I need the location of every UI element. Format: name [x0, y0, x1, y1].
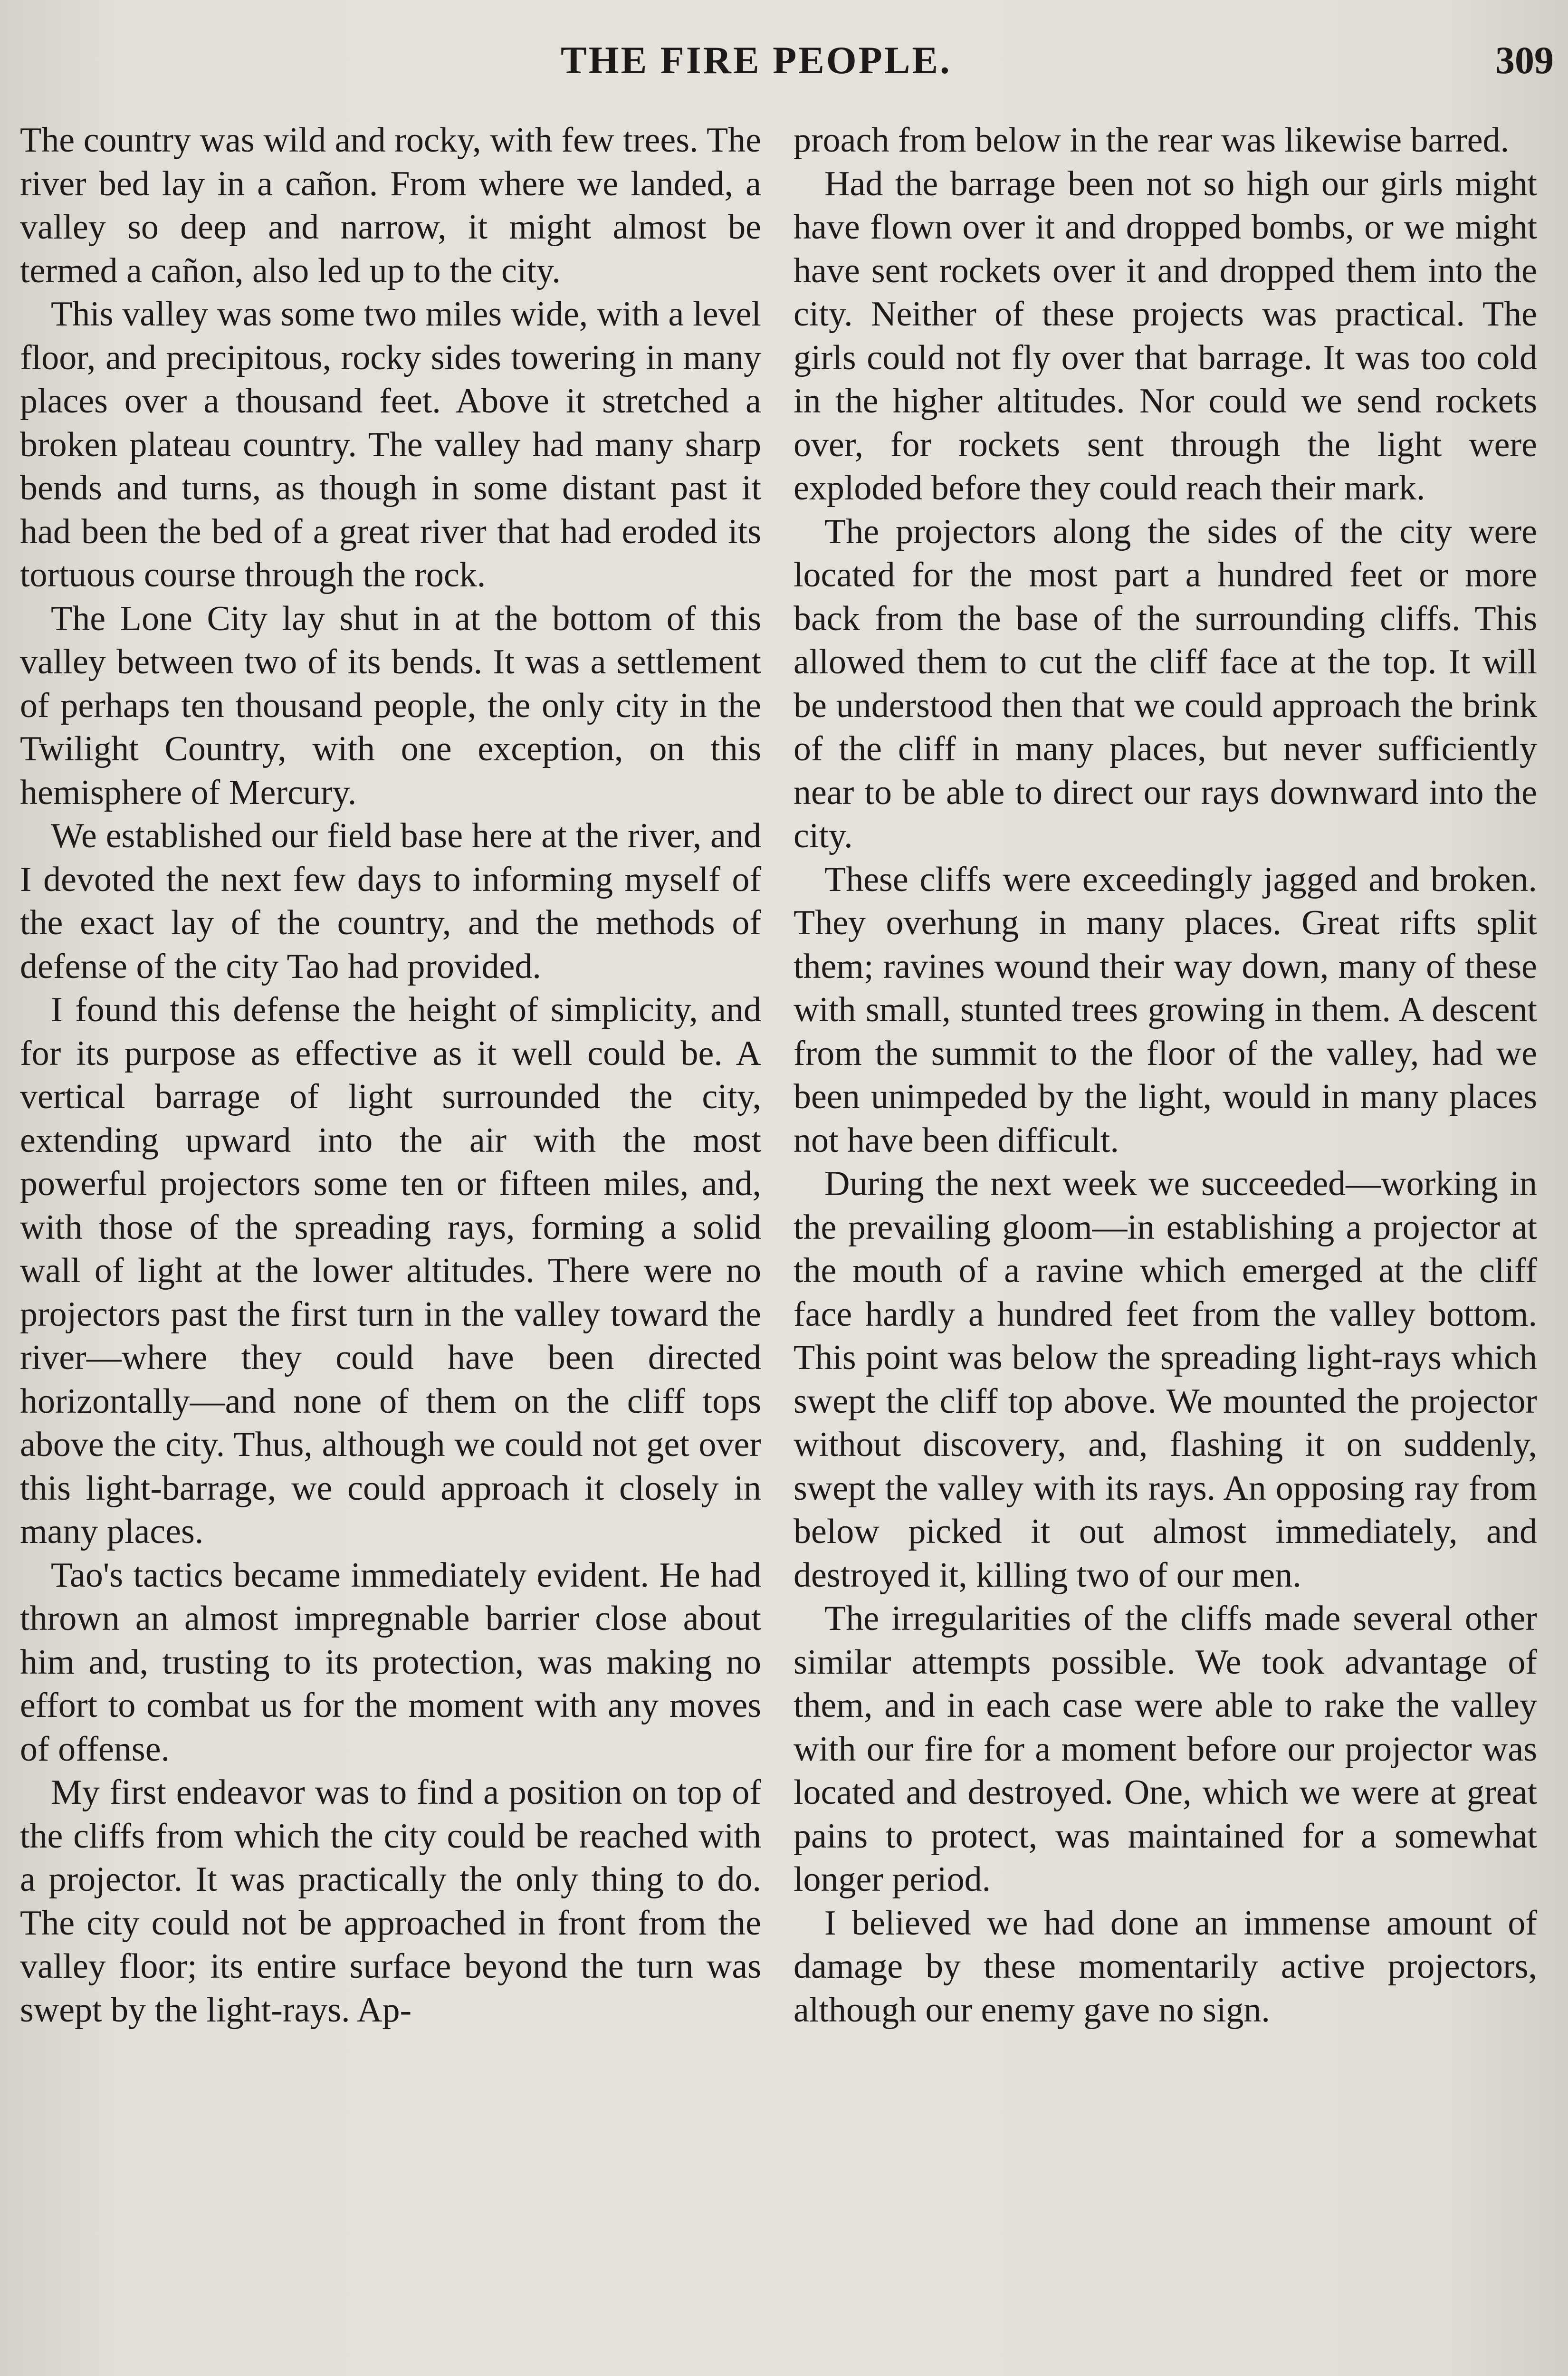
paragraph: This valley was some two miles wide, with a level floor, and precipitous, rocky sides towering in many places over a thousand feet. Above it stretched a broken plateau country. The valley had many sharp bends and turns, as though in some distant past it had been the bed of a great river that had eroded its tortuous course through the rock. — [20, 295, 761, 594]
paragraph-continued: proach from below in the rear was likewise barred. — [794, 121, 1510, 160]
paragraph: The irregularities of the cliffs made several other similar attempts possible. We took advantage of them, and in each case were able to rake the valley with our fire for a moment before our projector was located and destroyed. One, which we were at great pains to protect, was maintained for a somewhat longer period. — [794, 1599, 1537, 1899]
right-column — [794, 119, 1537, 2032]
paragraph: We established our field base here at the river, and I devoted the next few days to informing myself of the exact lay of the country, and the methods of defense of the city Tao had provided. — [20, 816, 761, 986]
paragraph: My first endeavor was to find a position on top of the cliffs from which the city could be reached with a projector. It was practically the only thing to do. The city could not be approached in front from the valley floor; its entire surface beyond the turn was swept by the light-rays. Ap- — [20, 1773, 761, 2030]
paragraph: The Lone City lay shut in at the bottom of this valley between two of its bends. It was a settlement of perhaps ten thousand people, the only city in the Twilight Country, with one exception, on this hemisphere of Mercury. — [20, 599, 761, 812]
paragraph: Had the barrage been not so high our girls might have flown over it and dropped bombs, or we might have sent rockets over it and dropped them into the city. Neither of these projects was practical. The girls could not fly over that barrage. It was too cold in the higher altitudes. Nor could we send rockets over, for rockets sent through the light were exploded before they could reach their mark. — [794, 164, 1537, 508]
paragraph: I found this defense the height of simplicity, and for its purpose as effective as it well could be. A vertical barrage of light surrounded the city, extending upward into the air with the most powerful projectors some ten or fifteen miles, and, with those of the spreading rays, forming a solid wall of light at the lower altitudes. There were no projectors past the first turn in the valley toward the river—where they could have been directed horizontally—and none of them on the cliff tops above the city. Thus, although we could not get over this light-barrage, we could approach it closely in many places. — [20, 990, 761, 1551]
paragraph: These cliffs were exceedingly jagged and broken. They overhung in many places. Great rifts split them; ravines wound their way down, many of these with small, stunted trees growing in them. A descent from the summit to the floor of the valley, had we been unimpeded by the light, would in many places not have been difficult. — [794, 860, 1537, 1160]
left-column — [20, 119, 761, 2032]
running-head — [0, 38, 1568, 90]
paragraph: During the next week we succeeded—working in the prevailing gloom—in establishing a projector at the mouth of a ravine which emerged at the cliff face hardly a hundred feet from the valley bottom. This point was below the spreading light-rays which swept the cliff top above. We mounted the projector without discovery, and, flashing it on suddenly, swept the valley with its rays. An opposing ray from below picked it out almost immediately, and destroyed it, killing two of our men. — [794, 1164, 1537, 1595]
paragraph: Tao's tactics became immediately evident. He had thrown an almost impregnable barrier close about him and, trusting to its protection, was making no effort to combat us for the moment with any moves of offense. — [20, 1555, 761, 1769]
paragraph: The country was wild and rocky, with few trees. The river bed lay in a cañon. From where we landed, a valley so deep and narrow, it might almost be termed a cañon, also led up to the city. — [20, 121, 761, 290]
paragraph: The projectors along the sides of the city were located for the most part a hundred feet or more back from the base of the surrounding cliffs. This allowed them to cut the cliff face at the top. It will be understood then that we could approach the brink of the cliff in many places, but never sufficiently near to be able to direct our rays downward into the city. — [794, 512, 1537, 855]
page-number: 309 — [1495, 38, 1554, 82]
paragraph: I believed we had done an immense amount of damage by these momentarily active projectors, although our enemy gave no sign. — [794, 1903, 1537, 2030]
running-head-title: THE FIRE PEOPLE. — [561, 38, 952, 82]
